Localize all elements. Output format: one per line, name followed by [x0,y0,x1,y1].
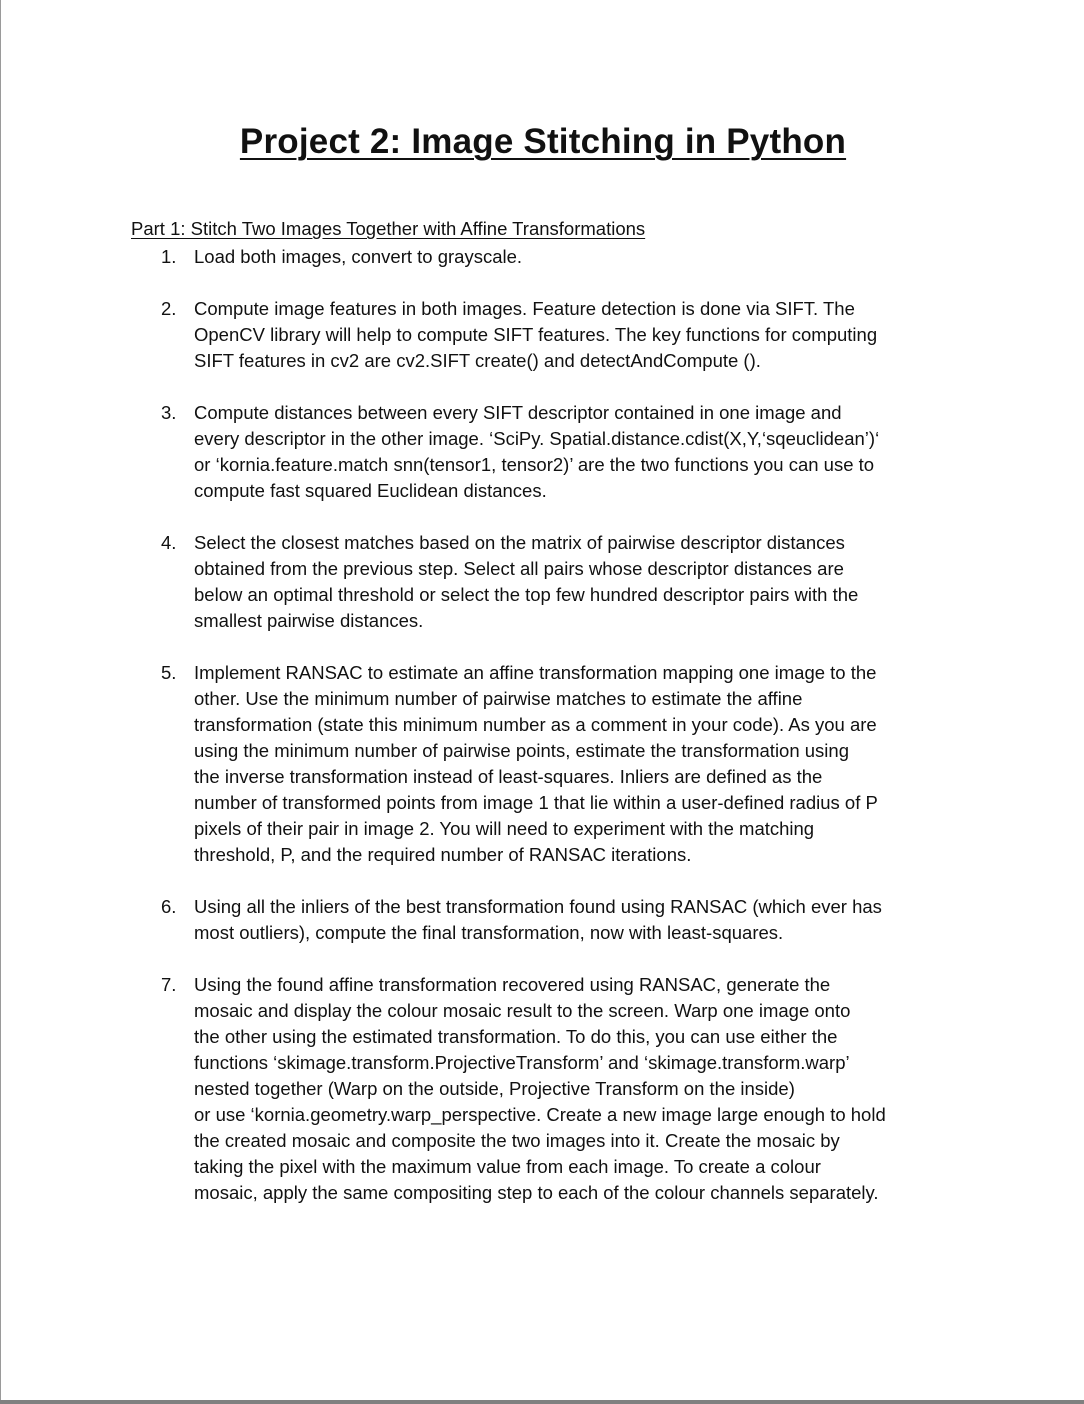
text-line: nested together (Warp on the outside, Projective Transform on the inside) [194,1078,795,1099]
list-item-number: 3. [161,402,177,423]
list-item-number: 2. [161,298,177,319]
numbered-list [1,244,1084,1232]
text-line: obtained from the previous step. Select all pairs whose descriptor distances are [194,558,844,579]
list-item-number: 4. [161,532,177,553]
list-item-number: 1. [161,246,177,267]
list-item [1,894,1084,946]
text-line: using the minimum number of pairwise points, estimate the transformation using [194,740,849,761]
text-line: the inverse transformation instead of least-squares. Inliers are defined as the [194,766,823,787]
text-line: compute fast squared Euclidean distances. [194,480,547,501]
list-item-text [194,244,1084,270]
list-item-number: 7. [161,974,177,995]
list-item-text [194,296,1084,374]
text-line: OpenCV library will help to compute SIFT features. The key functions for computing [194,324,878,345]
text-line: Compute image features in both images. Feature detection is done via SIFT. The [194,298,855,319]
list-item [1,296,1084,374]
list-item-number: 5. [161,662,177,683]
text-line: Using all the inliers of the best transformation found using RANSAC (which ever has [194,896,882,917]
text-line: most outliers), compute the final transformation, now with least-squares. [194,922,784,943]
text-line: other. Use the minimum number of pairwise matches to estimate the affine [194,688,803,709]
list-item [1,400,1084,504]
text-line: number of transformed points from image 1 that lie within a user-defined radius of P [194,792,878,813]
text-line: threshold, P, and the required number of RANSAC iterations. [194,844,692,865]
list-item [1,530,1084,634]
text-line: smallest pairwise distances. [194,610,424,631]
text-line: Using the found affine transformation recovered using RANSAC, generate the [194,974,831,995]
text-line: or use ‘kornia.geometry.warp_perspective. Create a new image large enough to hold [194,1104,886,1125]
text-line: below an optimal threshold or select the top few hundred descriptor pairs with the [194,584,859,605]
text-line: Implement RANSAC to estimate an affine transformation mapping one image to the [194,662,877,683]
list-item-text [194,530,1084,634]
list-item [1,972,1084,1206]
list-item-text [194,400,1084,504]
list-item [1,244,1084,270]
text-line: functions ‘skimage.transform.ProjectiveTransform’ and ‘skimage.transform.warp’ [194,1052,850,1073]
text-line: taking the pixel with the maximum value from each image. To create a colour [194,1156,821,1177]
list-item [1,660,1084,868]
text-line: the created mosaic and composite the two images into it. Create the mosaic by [194,1130,840,1151]
page-title: Project 2: Image Stitching in Python [239,122,847,161]
text-line: pixels of their pair in image 2. You will need to experiment with the matching [194,818,815,839]
viewer-bottom-edge [0,1400,1084,1404]
text-line: mosaic, apply the same compositing step to each of the colour channels separately. [194,1182,879,1203]
text-line: every descriptor in the other image. ‘SciPy. Spatial.distance.cdist(X,Y,‘sqeuclidean’)‘ [194,428,880,449]
list-item-number: 6. [161,896,177,917]
list-item-text [194,894,1084,946]
text-line: or ‘kornia.feature.match snn(tensor1, tensor2)’ are the two functions you can use to [194,454,875,475]
list-item-text [194,660,1084,868]
list-item-text [194,972,1084,1206]
part-heading: Part 1: Stitch Two Images Together with Affine Transformations [131,218,646,239]
text-line: SIFT features in cv2 are cv2.SIFT create() and detectAndCompute (). [194,350,761,371]
text-line: transformation (state this minimum number as a comment in your code). As you are [194,714,877,735]
text-line: Compute distances between every SIFT descriptor contained in one image and [194,402,842,423]
text-line: Select the closest matches based on the matrix of pairwise descriptor distances [194,532,845,553]
text-line: the other using the estimated transformation. To do this, you can use either the [194,1026,838,1047]
text-line: mosaic and display the colour mosaic result to the screen. Warp one image onto [194,1000,851,1021]
text-line: Load both images, convert to grayscale. [194,246,523,267]
